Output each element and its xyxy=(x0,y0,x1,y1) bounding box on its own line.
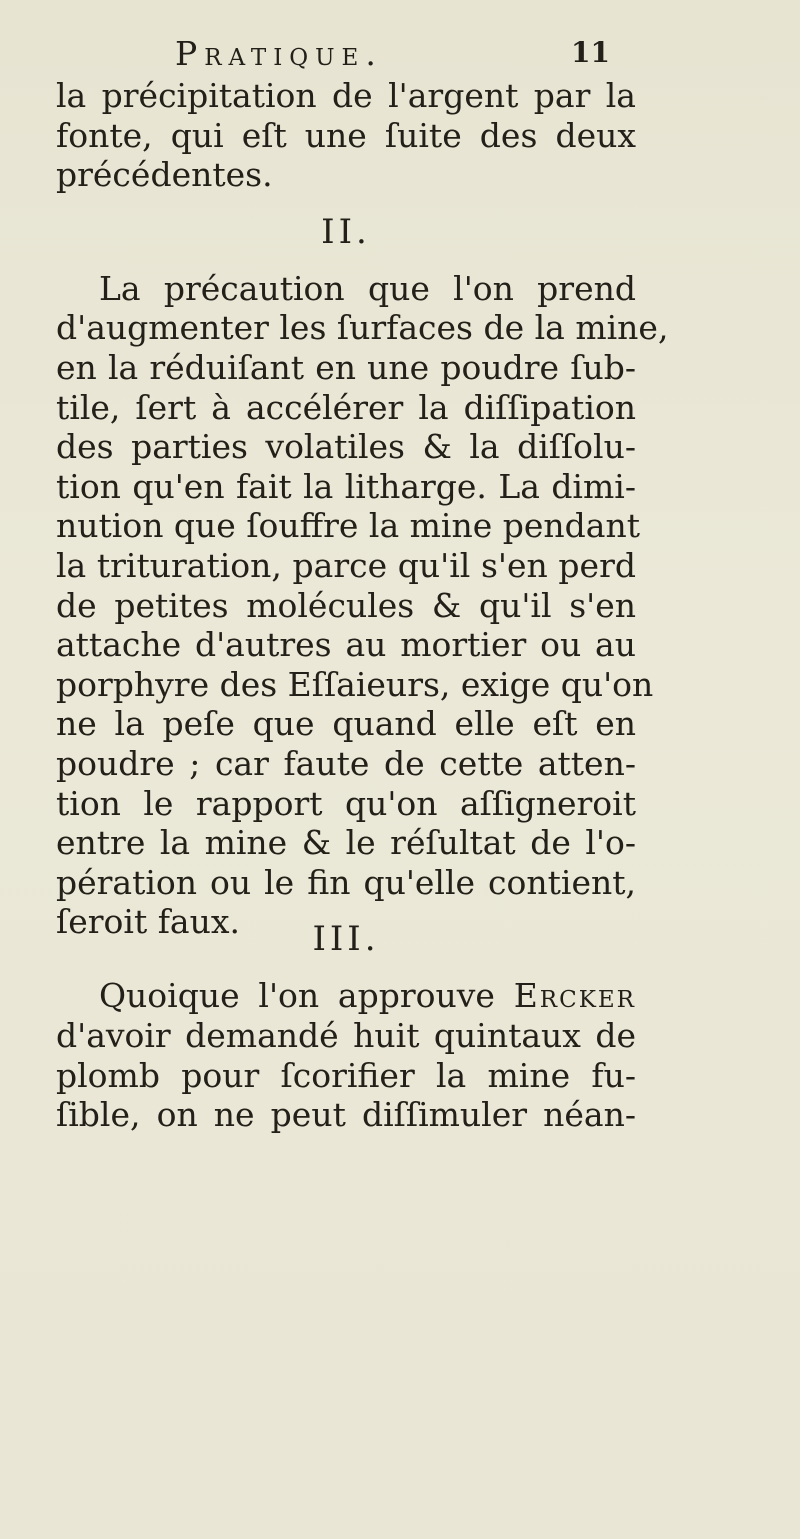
text-line: porphyre des Eſſaieurs, exige qu'on xyxy=(56,664,654,704)
text-line: poudre ; car faute de cette atten- xyxy=(56,743,636,783)
text-line: en la réduiſant en une poudre ſub- xyxy=(56,347,636,387)
page-number: 11 xyxy=(571,36,610,69)
text-line: d'avoir demandé huit quintaux de xyxy=(56,1015,636,1055)
main-text xyxy=(56,76,669,1135)
text-line: ſeroit faux. xyxy=(56,902,240,942)
text-line: d'augmenter les ſurfaces de la mine, xyxy=(56,308,669,348)
text-line: plomb pour ſcorifier la mine fu- xyxy=(56,1055,636,1095)
text-line: tion le rapport qu'on aſſigneroit xyxy=(56,783,636,823)
text-line: tile, ſert à accélérer la diſſipation xyxy=(56,387,636,427)
paragraph-section-3 xyxy=(56,976,636,1134)
text-line: fonte, qui eſt une ſuite des deux xyxy=(56,115,636,155)
text-line xyxy=(56,976,636,1016)
paragraph-continuation xyxy=(56,76,636,195)
text-line: la précipitation de l'argent par la xyxy=(56,76,636,115)
text-run: Quoique l'on approuve xyxy=(99,976,514,1016)
text-line: entre la mine & le réſultat de l'o- xyxy=(56,823,636,863)
text-line: attache d'autres au mortier ou au xyxy=(56,625,636,665)
text-line: pération ou le fin qu'elle contient, xyxy=(56,862,636,902)
text-line: La précaution que l'on prend xyxy=(99,268,636,308)
text-line: ne la peſe que quand elle eſt en xyxy=(56,704,636,744)
text-line: la trituration, parce qu'il s'en perd xyxy=(56,545,636,585)
section-numeral-2: II. xyxy=(321,211,371,252)
section-numeral-3: III. xyxy=(312,919,380,960)
author-name: Ercker xyxy=(513,976,636,1016)
text-line: des parties volatiles & la diſſolu- xyxy=(56,427,636,467)
text-line: nution que ſouffre la mine pendant xyxy=(56,506,640,546)
text-line: ſible, on ne peut diſſimuler néan- xyxy=(56,1095,636,1135)
text-line: précédentes. xyxy=(56,155,273,195)
text-line: de petites molécules & qu'il s'en xyxy=(56,585,636,625)
text-line: tion qu'en fait la litharge. La dimi- xyxy=(56,466,636,506)
running-title: Pratique. xyxy=(175,34,383,73)
